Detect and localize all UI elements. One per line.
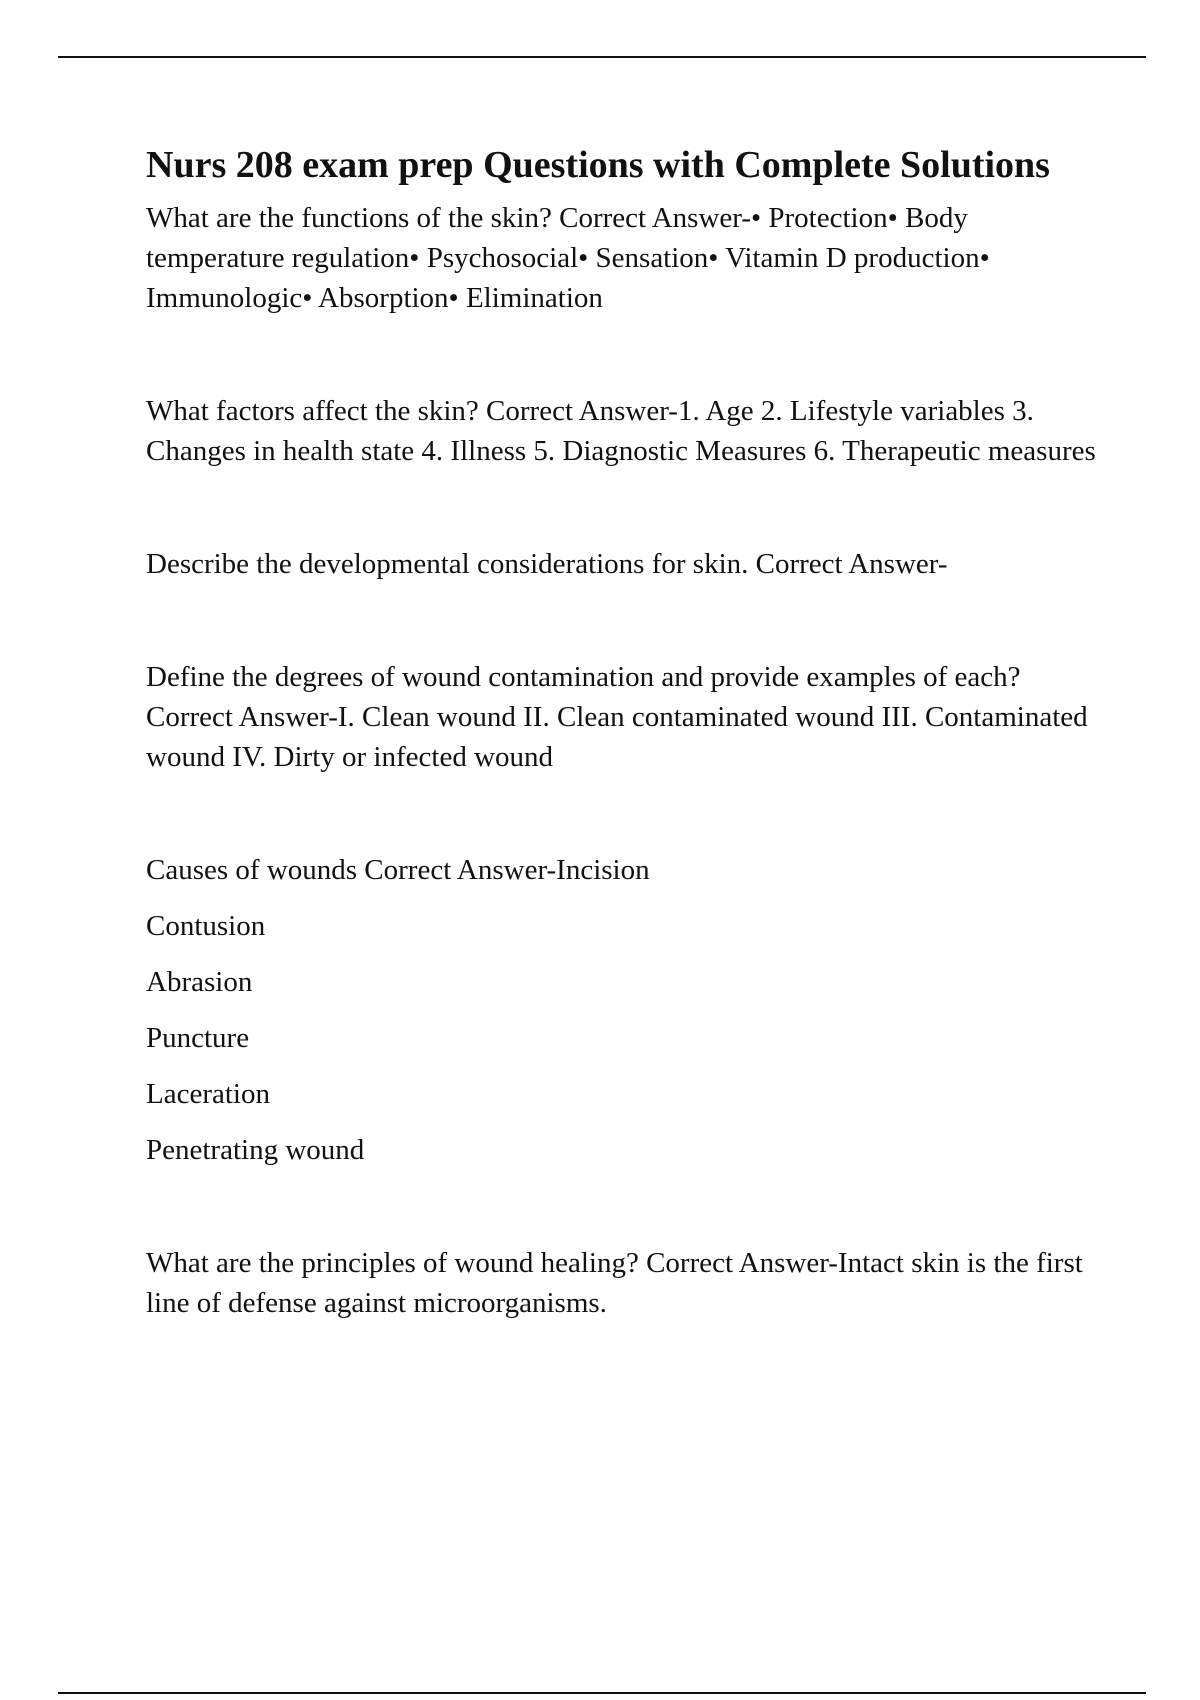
- cause-item: Laceration: [146, 1078, 270, 1110]
- cause-item: Abrasion: [146, 966, 253, 998]
- cause-item: Puncture: [146, 1022, 250, 1054]
- spacer: [146, 318, 1106, 391]
- document-title: Nurs 208 exam prep Questions with Complete Solutions: [146, 144, 1050, 186]
- qa-entry-developmental: Describe the developmental considerations for skin. Correct Answer-: [146, 548, 948, 580]
- qa-entry-skin-factors: What factors affect the skin? Correct Answer-1. Age 2. Lifestyle variables 3. Changes in health state 4. Illness 5. Diagnostic Measures 6. Therapeutic measures: [146, 395, 1096, 467]
- spacer: [146, 471, 1106, 544]
- qa-entry-wound-contamination: Define the degrees of wound contamination and provide examples of each? Correct Answer-I. Clean wound II. Clean contaminated wound III. Contaminated wound IV. Dirty or infected wound: [146, 661, 1088, 773]
- qa-entry-skin-functions: What are the functions of the skin? Correct Answer-• Protection• Body temperature regulation• Psychosocial• Sensation• Vitamin D production• Immunologic• Absorption• Elimination: [146, 202, 990, 314]
- causes-heading: Causes of wounds Correct Answer-Incision: [146, 854, 650, 886]
- cause-item: Contusion: [146, 910, 266, 942]
- cause-item: Penetrating wound: [146, 1134, 365, 1166]
- document-body: [146, 140, 1106, 1323]
- bottom-divider: [58, 1692, 1146, 1694]
- spacer: [146, 584, 1106, 657]
- top-divider: [58, 56, 1146, 58]
- qa-entry-wound-healing: What are the principles of wound healing? Correct Answer-Intact skin is the first line of defense against microorganisms.: [146, 1247, 1083, 1319]
- spacer: [146, 1186, 1106, 1243]
- spacer: [146, 777, 1106, 850]
